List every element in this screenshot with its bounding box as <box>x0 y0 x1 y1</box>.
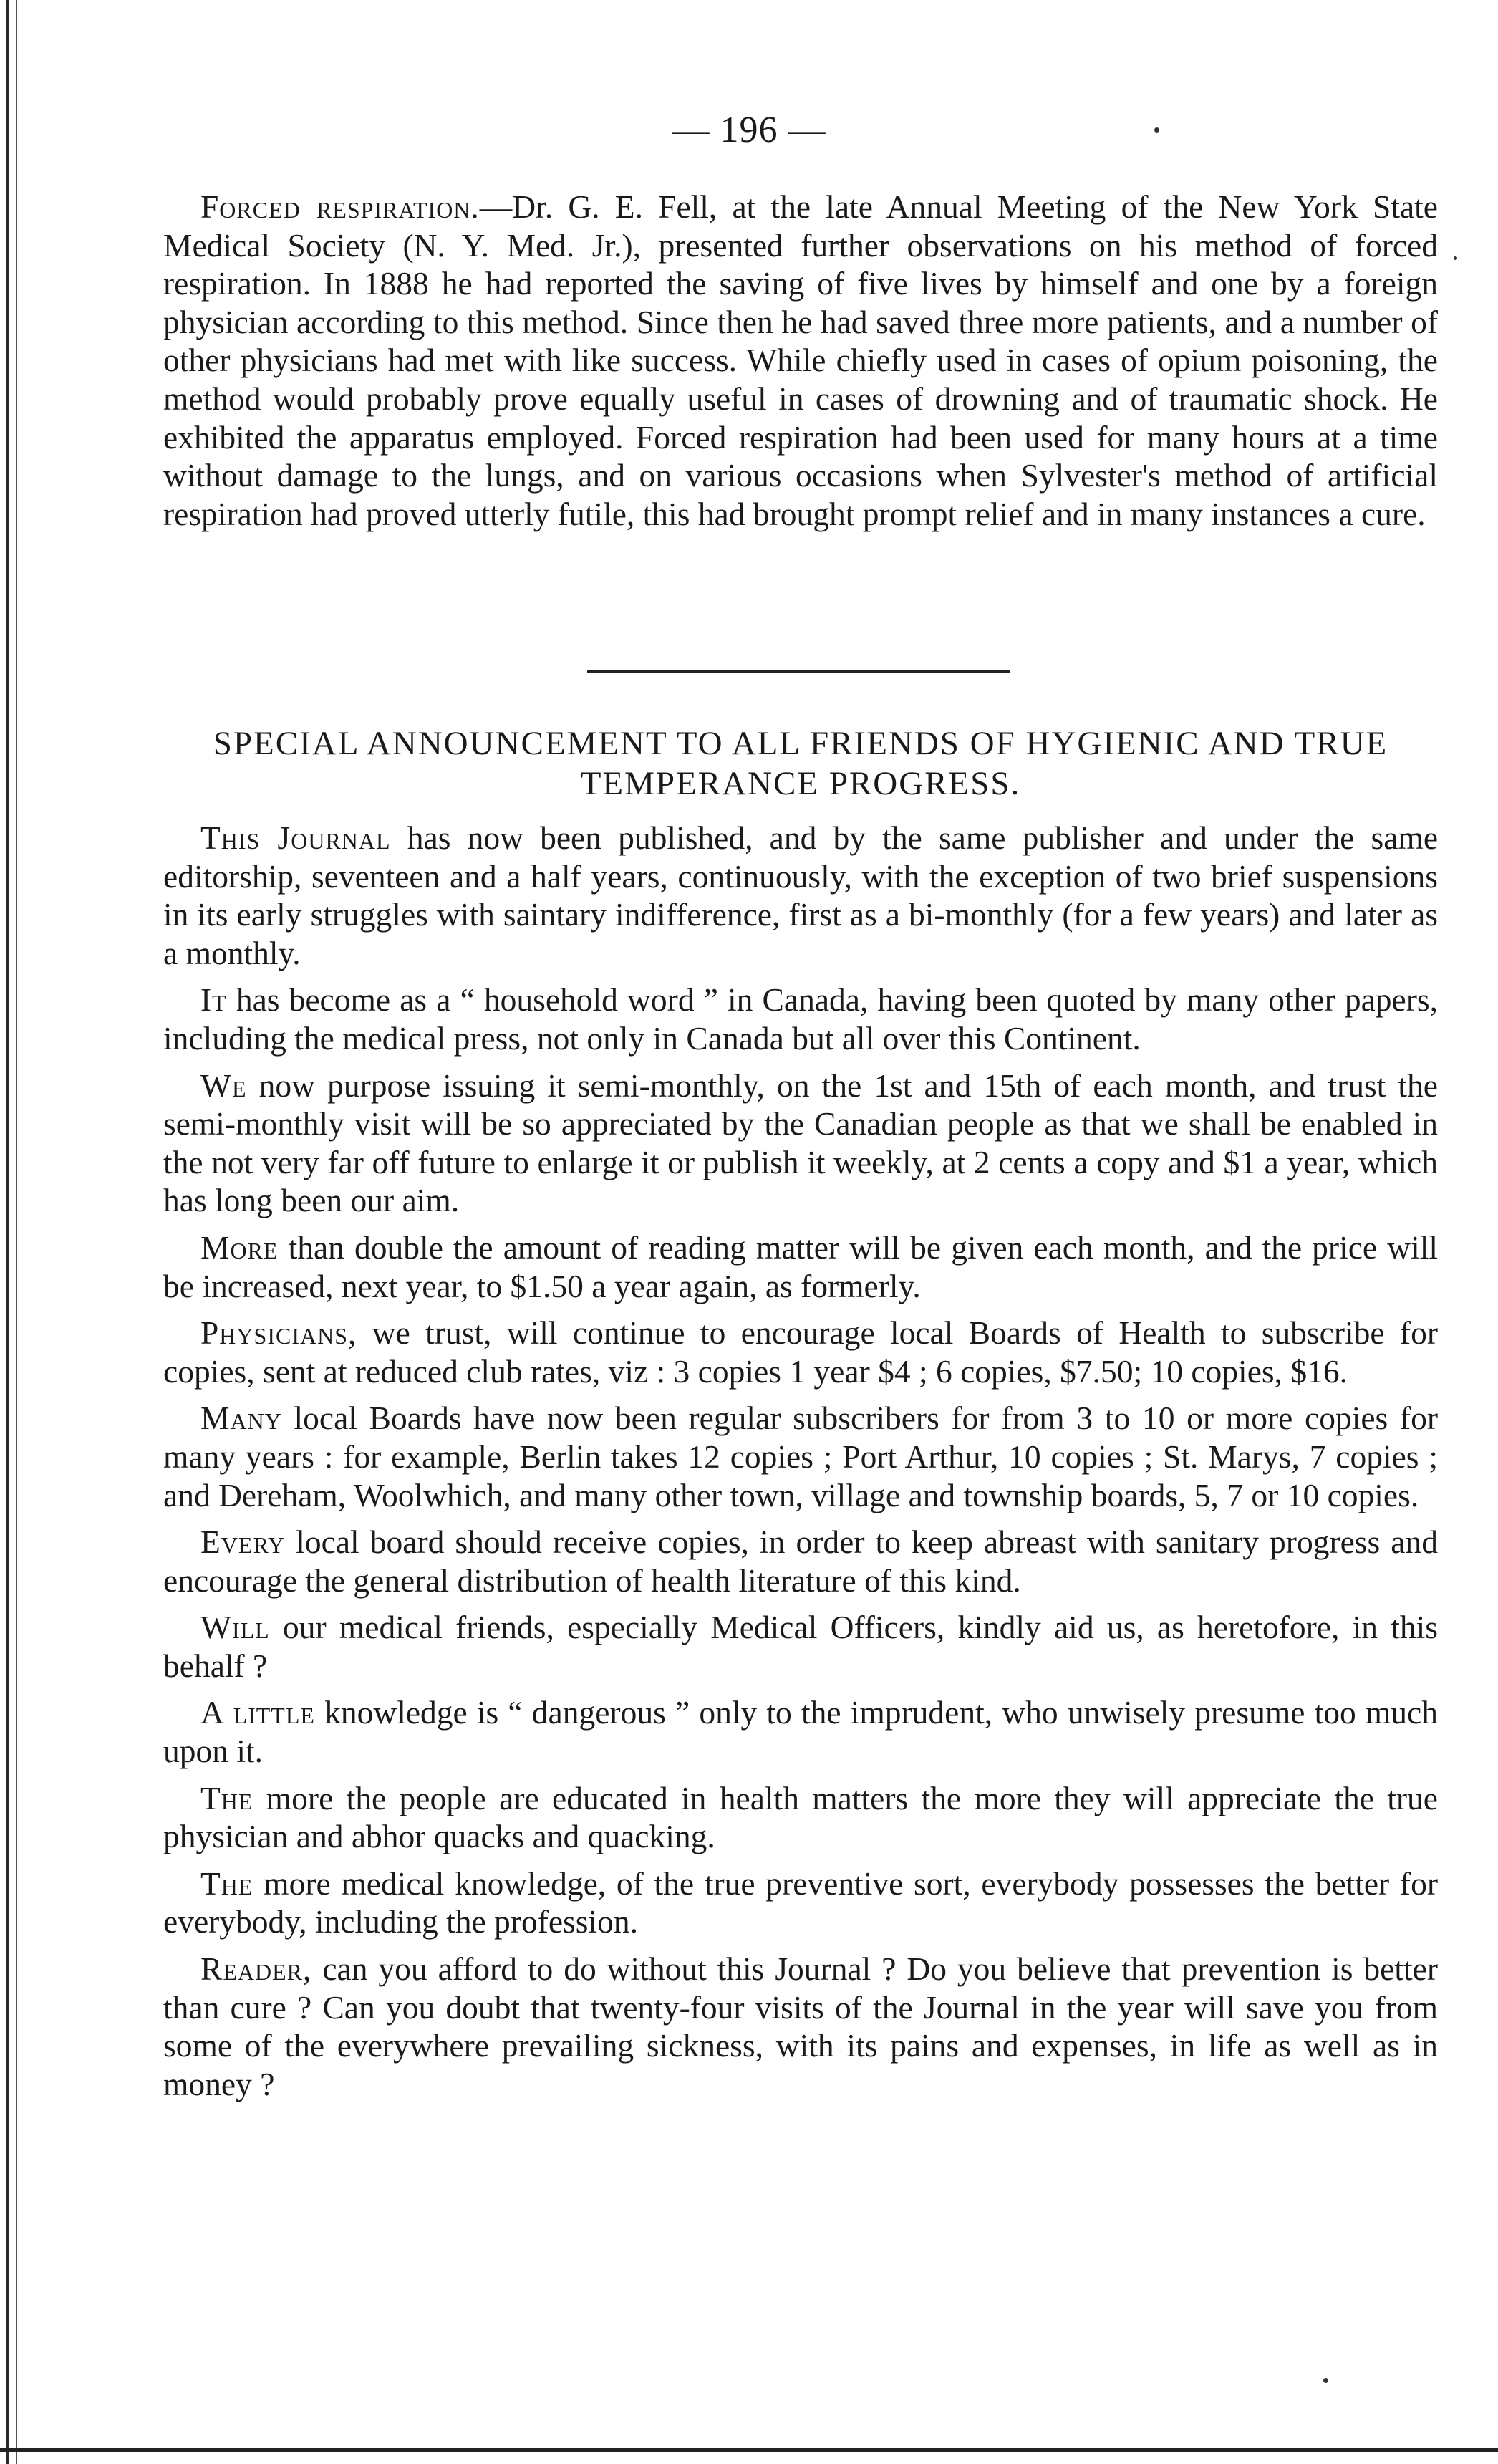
paragraph-lead: Every <box>200 1524 286 1561</box>
forced-respiration-paragraph <box>163 188 1438 533</box>
announcement-body <box>163 819 1438 2112</box>
paragraph-text: knowledge is “ dangerous ” only to the imprudent, who unwisely presume too much upon it. <box>163 1694 1438 1770</box>
paragraph-text: than double the amount of reading matter will be given each month, and the price will be increased, next year, to $1.50 a year again, as formerly. <box>163 1228 1438 1304</box>
left-margin-rule <box>6 0 9 2464</box>
paragraph-text: more the people are educated in health matters the more they will appreciate the true physician and abhor quacks and quacking. <box>163 1779 1438 1855</box>
paragraph-text: can you afford to do without this Journal ? Do you believe that prevention is better than cure ? Can you doubt that twenty-four visits of the Journal in the year will save you from some of the everywhere prevailing sickness, with its pains and expenses, in life as well as in money ? <box>163 1950 1438 2102</box>
page-number: — 196 — <box>672 110 826 150</box>
paragraph-text: we trust, will continue to encourage local Boards of Health to subscribe for copies, sent at reduced club rates, viz : 3 copies 1 year $4 ; 6 copies, $7.50; 10 copies, $16. <box>163 1314 1438 1390</box>
paragraph-lead: This Journal <box>200 819 391 856</box>
announcement-paragraph <box>163 819 1438 972</box>
announcement-paragraph <box>163 1067 1438 1220</box>
forced-respiration-text: —Dr. G. E. Fell, at the late Annual Meeting of the New York State Medical Society (N. Y. Med. Jr.), presented further observations on his method of forced respiration. In 1888 he had reported the saving of five lives by himself and one by a foreign physician according to this method. Since then he had saved three more patients, and a number of other physicians had met with like success. While chiefly used in cases of opium poisoning, the method would probably prove equally useful in cases of drowning and of traumatic shock. He exhibited the apparatus employed. Forced respiration had been used for many hours at a time without damage to the lungs, and on various occasions when Sylvester's method of artificial respiration had proved utterly futile, this had brought prompt relief and in many instances a cure. <box>163 188 1438 532</box>
print-speck <box>1154 127 1159 133</box>
paragraph-lead: Physicians, <box>200 1314 357 1352</box>
announcement-paragraph <box>163 1864 1438 1941</box>
paragraph-text: local Boards have now been regular subscribers for from 3 to 10 or more copies for many years : for example, Berlin takes 12 copies ; Port Arthur, 10 copies ; St. Marys, 7 copies ; and Dereham, Woolwhich, and many other town, village and township boards, 5, 7 or 10 copies. <box>163 1400 1438 1513</box>
paragraph-text: now purpose issuing it semi-monthly, on the 1st and 15th of each month, and trust the semi-monthly visit will be so appreciated by the Canadian people as that we shall be enabled in the not very far off future to enlarge it or publish it weekly, at 2 cents a copy and $1 a year, which has long been our aim. <box>163 1067 1438 1219</box>
paragraph-text: has now been published, and by the same publisher and under the same editorship, seventeen and a half years, continuously, with the exception of two brief suspensions in its early struggles with saintary indifference, first as a bi-monthly (for a few years) and later as a monthly. <box>163 819 1439 971</box>
announcement-paragraph <box>163 1228 1438 1305</box>
announcement-paragraph <box>163 1523 1438 1599</box>
paragraph-text: has become as a “ household word ” in Canada, having been quoted by many other papers, including the medical press, not only in Canada but all over this Continent. <box>163 981 1438 1057</box>
announcement-paragraph <box>163 1399 1438 1514</box>
announcement-heading: SPECIAL ANNOUNCEMENT TO ALL FRIENDS OF HYGIENIC AND TRUE TEMPERANCE PROGRESS. <box>213 725 1388 802</box>
paragraph-lead: Reader, <box>200 1950 312 1988</box>
announcement-paragraph <box>163 981 1438 1057</box>
left-margin-rule-thin <box>16 0 17 2464</box>
announcement-paragraph <box>163 1314 1438 1390</box>
paragraph-text: local board should receive copies, in order to keep abreast with sanitary progress and encourage the general distribution of health literature of this kind. <box>163 1524 1438 1599</box>
forced-respiration-article <box>163 188 1438 533</box>
paragraph-lead: We <box>200 1067 247 1104</box>
paragraph-lead: The <box>200 1864 253 1902</box>
paragraph-lead: A little <box>200 1694 315 1731</box>
paragraph-lead: It <box>200 981 227 1019</box>
announcement-paragraph <box>163 1950 1438 2103</box>
paragraph-lead: Will <box>200 1609 270 1646</box>
print-speck <box>1454 256 1457 260</box>
paragraph-text: more medical knowledge, of the true preventive sort, everybody possesses the better for everybody, including the profession. <box>163 1864 1438 1940</box>
paragraph-lead: The <box>200 1779 253 1816</box>
announcement-paragraph <box>163 1608 1438 1685</box>
paragraph-text: our medical friends, especially Medical Officers, kindly aid us, as heretofore, in this behalf ? <box>163 1609 1438 1684</box>
paragraph-lead: More <box>200 1228 279 1266</box>
section-divider <box>587 670 1010 673</box>
forced-respiration-lead: Forced respiration. <box>200 188 480 225</box>
announcement-paragraph <box>163 1693 1438 1770</box>
print-speck <box>1323 2378 1328 2383</box>
paragraph-lead: Many <box>200 1400 282 1437</box>
announcement-paragraph <box>163 1779 1438 1856</box>
bottom-rule <box>0 2448 1498 2452</box>
